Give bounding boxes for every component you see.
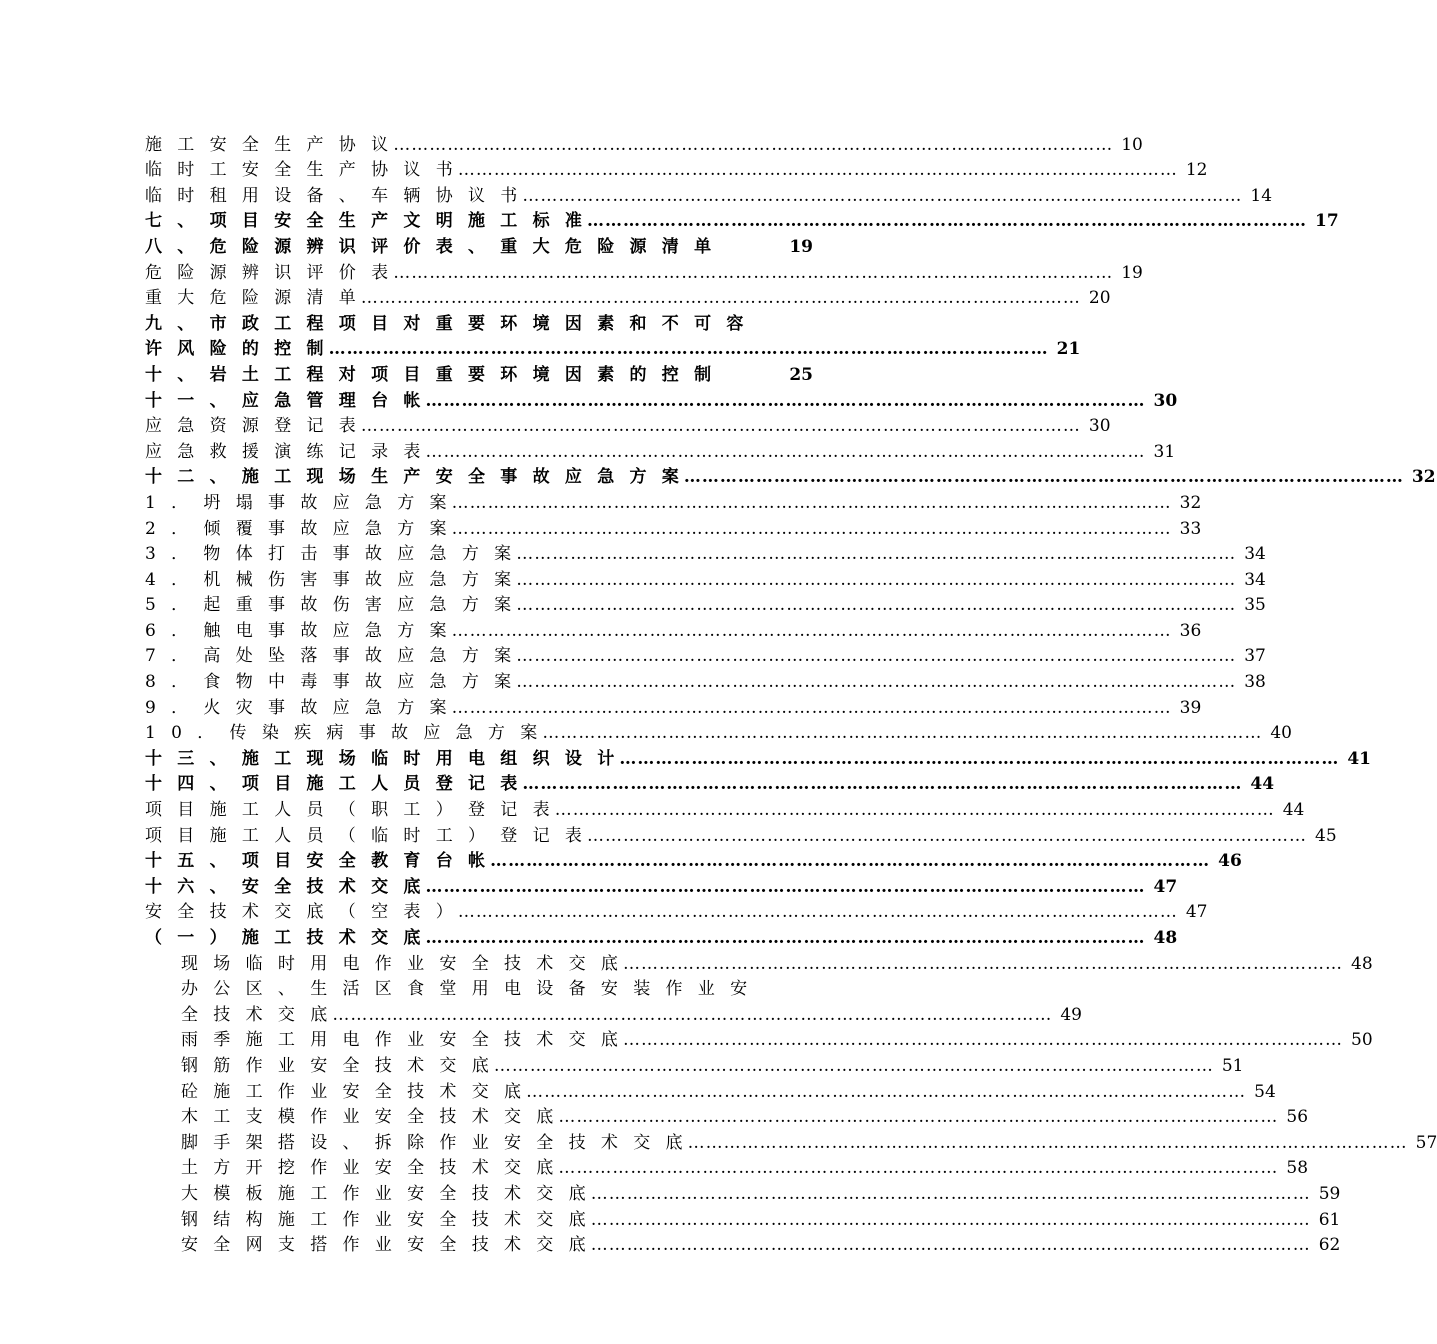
toc-leader-dots: ………………………………………………………………………………………………………… [522,774,1243,795]
toc-leader-dots: ………………………………………………………………………………………………………… [360,288,1081,309]
toc-entry-title: 七、项目安全生产文明施工标准 [145,211,598,232]
toc-leader-dots: ………………………………………………………………………………………………………… [457,902,1178,923]
toc-entry-title: 十四、项目施工人员登记表 [145,774,533,795]
toc-entry-title: 10．传染疾病事故应急方案 [145,723,553,744]
toc-entry-title: 木工支模作业安全技术交底 [181,1107,569,1128]
toc-entry-title: 施工安全生产协议 [145,134,404,155]
toc-entry-title: 7．高处坠落事故应急方案 [145,646,527,667]
toc-page-number: 39 [1179,697,1202,718]
toc-page-number: 37 [1244,646,1266,667]
toc-page-number: 32 [1179,492,1202,513]
toc-entry-title: 大模板施工作业安全技术交底 [181,1183,601,1204]
toc-page-number: 34 [1244,544,1266,565]
toc-entry[interactable] [145,1102,1309,1128]
toc-leader-dots: ………………………………………………………………………………………………………… [516,672,1237,693]
toc-page-number: 47 [1185,902,1208,923]
toc-page-number: 46 [1218,851,1242,872]
toc-leader-dots: ………………………………………………………………………………………………………… [516,569,1237,590]
toc-page-number: 50 [1351,1030,1373,1051]
toc-entry[interactable] [145,948,1373,974]
toc-leader-dots: ………………………………………………………………………………………………………… [587,825,1308,846]
toc-entry[interactable] [145,385,1178,411]
toc-page-number: 41 [1347,748,1371,769]
toc-page-number: 17 [1315,211,1339,232]
toc-leader-dots: ………………………………………………………………………………………………………… [490,851,1211,872]
toc-leader-dots: ………………………………………………………………………………………………………… [542,723,1263,744]
toc-entry-title: 安全技术交底（空表） [145,902,468,923]
toc-entry-title: 钢筋作业安全技术交底 [181,1055,504,1076]
toc-entry[interactable] [145,1204,1341,1230]
toc-entry-title: 应急救援演练记录表 [145,441,436,462]
toc-page-number: 61 [1318,1209,1341,1230]
toc-leader-dots: ………………………………………………………………………………………………………… [457,160,1178,181]
toc-leader-dots: ………………………………………………………………………………………………………… [425,441,1146,462]
toc-entry[interactable] [145,257,1143,283]
toc-entry-title: 5．起重事故伤害应急方案 [145,595,527,616]
toc-entry[interactable] [145,334,1081,360]
toc-entry[interactable] [145,615,1202,641]
toc-leader-dots: ………………………………………………………………………………………………………… [590,1209,1311,1230]
toc-entry[interactable] [145,1025,1373,1051]
toc-entry-title: 重大危险源清单 [145,288,372,309]
toc-entry[interactable] [145,666,1266,693]
toc-page-number: 58 [1286,1158,1309,1179]
toc-entry[interactable] [145,411,1111,437]
toc-page-number: 48 [1351,953,1373,974]
toc-leader-dots: ………………………………………………………………………………………………………… [425,390,1146,411]
toc-leader-dots: ………………………………………………………………………………………………………… [619,748,1340,769]
toc-entry[interactable] [145,1178,1341,1204]
toc-entry[interactable] [145,206,1339,232]
toc-page-number: 54 [1254,1081,1276,1102]
toc-leader-dots: ………………………………………………………………………………………………………… [328,339,1049,360]
toc-page-number: 35 [1244,595,1266,616]
toc-entry[interactable] [145,487,1202,513]
toc-entry-title: 十二、施工现场生产安全事故应急方案 [145,467,695,488]
toc-leader-dots: ………………………………………………………………………………………………………… [687,1132,1408,1153]
toc-entry[interactable] [145,794,1305,821]
toc-page-number: 12 [1185,160,1208,181]
toc-entry-wrapped-line [145,974,813,1000]
toc-page-number: 62 [1318,1235,1341,1256]
toc-entry-title: 现场临时用电作业安全技术交底 [181,953,634,974]
toc-page-number: 59 [1318,1183,1341,1204]
toc-page-number: 31 [1153,441,1176,462]
toc-leader-dots: ………………………………………………………………………………………………………… [587,211,1308,232]
table-of-contents [145,129,1437,1256]
toc-entry-title: 十、岩土工程对项目重要环境因素的控制 [145,364,727,385]
toc-entry[interactable] [145,462,1436,488]
toc-page-number: 45 [1315,825,1337,846]
toc-entry-title: 许风险的控制 [145,339,339,360]
toc-entry-title: 6．触电事故应急方案 [145,620,462,641]
toc-entry-title: 应急资源登记表 [145,416,372,437]
toc-entry-title: 项目施工人员（职工）登记表 [145,800,565,821]
toc-page-number: 48 [1153,928,1178,948]
toc-page-number: 33 [1179,518,1202,539]
toc-entry[interactable] [145,359,813,385]
toc-entry-title: 八、危险源辨识评价表、重大危险源清单 [145,236,727,257]
toc-entry-title: 3．物体打击事故应急方案 [145,544,527,565]
toc-leader-dots: ………………………………………………………………………………………………………… [332,1004,1053,1025]
toc-entry-title: 十三、施工现场临时用电组织设计 [145,748,630,769]
toc-entry-title: 安全网支搭作业安全技术交底 [181,1235,601,1256]
toc-leader-dots: ………………………………………………………………………………………………………… [623,1030,1344,1051]
toc-page-number: 47 [1153,876,1178,897]
toc-page-number: 57 [1415,1132,1437,1153]
toc-page-number: 19 [789,236,813,257]
toc-leader-dots: ………………………………………………………………………………………………………… [451,492,1172,513]
toc-page-number: 34 [1244,569,1266,590]
toc-entry[interactable] [145,769,1275,795]
toc-entry-title: 项目施工人员（临时工）登记表 [145,825,598,846]
toc-entry[interactable] [145,820,1337,846]
toc-entry-title: 4．机械伤害事故应急方案 [145,569,527,590]
toc-entry-title: 危险源辨识评价表 [145,262,404,283]
toc-leader-dots: ………………………………………………………………………………………………………… [451,697,1172,718]
toc-entry-title: 土方开挖作业安全技术交底 [181,1158,569,1179]
toc-entry-title: 脚手架搭设、拆除作业安全技术交底 [181,1132,698,1153]
toc-leader-dots: ………………………………………………………………………………………………………… [590,1235,1311,1256]
toc-leader-dots: ………………………………………………………………………………………………………… [516,646,1237,667]
toc-entry[interactable] [145,129,1143,155]
toc-entry[interactable] [145,692,1202,718]
toc-leader-dots: ………………………………………………………………………………………………………… [683,467,1404,488]
toc-leader-dots: ………………………………………………………………………………………………………… [558,1158,1279,1179]
toc-page-number: 30 [1153,390,1178,411]
toc-leader-dots: ………………………………………………………………………………………………………… [516,544,1237,565]
toc-entry[interactable] [145,1050,1244,1076]
toc-entry[interactable] [145,743,1371,769]
toc-entry[interactable] [145,564,1266,590]
toc-leader-dots: ………………………………………………………………………………………………………… [425,928,1146,948]
toc-entry-title: 临时工安全生产协议书 [145,160,468,181]
toc-entry-title: 2．倾覆事故应急方案 [145,518,462,539]
toc-page-number: 25 [789,364,813,385]
toc-leader-dots: ………………………………………………………………………………………………………… [393,134,1114,155]
toc-leader-dots: ………………………………………………………………………………………………………… [493,1055,1214,1076]
toc-entry-title: 1．坍塌事故应急方案 [145,492,462,513]
toc-entry[interactable] [145,513,1202,539]
toc-entry[interactable] [145,846,1242,872]
toc-page-number: 32 [1411,467,1436,488]
toc-leader-dots: ………………………………………………………………………………………………………… [554,800,1275,821]
toc-entry-title: 全技术交底 [181,1004,343,1025]
toc-entry[interactable] [145,231,813,257]
toc-entry[interactable] [145,641,1266,667]
toc-entry-title: 十六、安全技术交底 [145,876,436,897]
toc-leader-dots: ………………………………………………………………………………………………………… [451,620,1172,641]
toc-leader-dots: ………………………………………………………………………………………………………… [522,185,1243,206]
toc-entry[interactable] [145,1127,1437,1153]
toc-entry[interactable] [145,1230,1341,1256]
toc-page-number: 19 [1121,262,1143,283]
toc-entry[interactable] [145,1076,1276,1102]
toc-entry-title-part: 九、市政工程项目对重要环境因素和不可容 [145,313,759,334]
toc-entry-title: 8．食物中毒事故应急方案 [145,672,527,693]
toc-entry[interactable] [145,871,1178,897]
toc-entry[interactable] [145,436,1176,462]
toc-leader-dots: ………………………………………………………………………………………………………… [623,953,1344,974]
toc-page-number: 14 [1250,185,1273,206]
toc-entry[interactable] [145,590,1266,616]
toc-entry-title: 雨季施工用电作业安全技术交底 [181,1030,634,1051]
toc-entry-title: 临时租用设备、车辆协议书 [145,185,533,206]
toc-entry-title: 砼施工作业安全技术交底 [181,1081,537,1102]
toc-entry[interactable] [145,539,1266,565]
toc-entry[interactable] [145,922,1178,948]
toc-page-number: 49 [1060,1004,1082,1025]
toc-entry[interactable] [145,283,1111,309]
toc-entry[interactable] [145,180,1273,206]
toc-leader-dots: ………………………………………………………………………………………………………… [425,876,1146,897]
toc-entry-wrapped-line [145,308,813,334]
toc-page-number: 30 [1088,416,1111,437]
toc-leader-dots: ………………………………………………………………………………………………………… [360,416,1081,437]
toc-leader-dots: ………………………………………………………………………………………………………… [393,262,1114,283]
toc-entry[interactable] [145,897,1208,923]
toc-page-number: 21 [1056,339,1081,360]
toc-page-number: 56 [1286,1107,1309,1128]
toc-entry-title: 十一、应急管理台帐 [145,390,436,411]
toc-entry-title: 9．火灾事故应急方案 [145,697,462,718]
toc-page-number: 44 [1250,774,1275,795]
toc-entry[interactable] [145,155,1208,181]
toc-leader-dots: ………………………………………………………………………………………………………… [516,595,1237,616]
toc-entry[interactable] [145,999,1082,1025]
toc-page-number: 51 [1221,1055,1244,1076]
toc-entry[interactable] [145,1153,1309,1179]
toc-entry-title-part: 办公区、生活区食堂用电设备安装作业安 [181,979,763,1000]
toc-page-number: 20 [1088,288,1111,309]
toc-leader-dots: ………………………………………………………………………………………………………… [558,1107,1279,1128]
toc-entry-title: 钢结构施工作业安全技术交底 [181,1209,601,1230]
toc-page-number: 38 [1244,672,1266,693]
toc-page-number: 44 [1282,800,1305,821]
toc-page-number: 40 [1270,723,1292,744]
toc-entry-title: 十五、项目安全教育台帐 [145,851,501,872]
toc-entry[interactable] [145,718,1292,744]
toc-leader-dots: ………………………………………………………………………………………………………… [590,1183,1311,1204]
toc-page-number: 10 [1121,134,1143,155]
toc-leader-dots: ………………………………………………………………………………………………………… [451,518,1172,539]
toc-entry-title: （一）施工技术交底 [145,928,436,948]
toc-page-number: 36 [1179,620,1202,641]
toc-leader-dots: ………………………………………………………………………………………………………… [526,1081,1247,1102]
